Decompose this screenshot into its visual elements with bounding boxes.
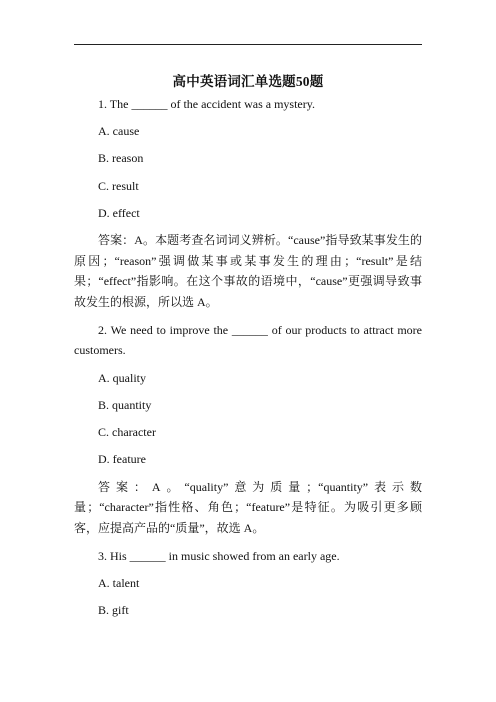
question-1-answer: 答案：A。本题考查名词词义辨析。“cause”指导致某事发生的原因；“reason”强调做某事或某事发生的理由；“result”是结果；“effect”指影响。在这个事故的语境中，“cause”更强调导致事故发生的根源，所以选 A。 — [74, 232, 422, 309]
question-2-stem: 2. We need to improve the ______ of our products to attract more customers. — [74, 322, 422, 358]
question-1-option-c: C. result — [98, 178, 139, 193]
question-2-option-d: D. feature — [98, 452, 146, 467]
question-2-answer: 答案：A。“quality”意为质量；“quantity”表示数量；“character”指性格、角色；“feature”是特征。为吸引更多顾客，应提高产品的“质量”，故选 A。 — [74, 479, 422, 535]
header-rule — [74, 44, 422, 45]
question-3-stem: 3. His ______ in music showed from an early age. — [98, 548, 340, 563]
question-1-option-a: A. cause — [98, 124, 140, 139]
question-1-option-d: D. effect — [98, 205, 140, 220]
page-title: 高中英语词汇单选题50题 — [172, 74, 324, 89]
question-1-stem: 1. The ______ of the accident was a mystery. — [98, 97, 315, 111]
question-2-option-a: A. quality — [98, 370, 146, 385]
question-1-option-b: B. reason — [98, 151, 144, 166]
question-2-option-b: B. quantity — [98, 398, 152, 413]
question-3-option-a: A. talent — [98, 575, 140, 590]
question-2-option-c: C. character — [98, 425, 156, 440]
question-3-option-b: B. gift — [98, 602, 129, 617]
document-body — [74, 94, 422, 620]
